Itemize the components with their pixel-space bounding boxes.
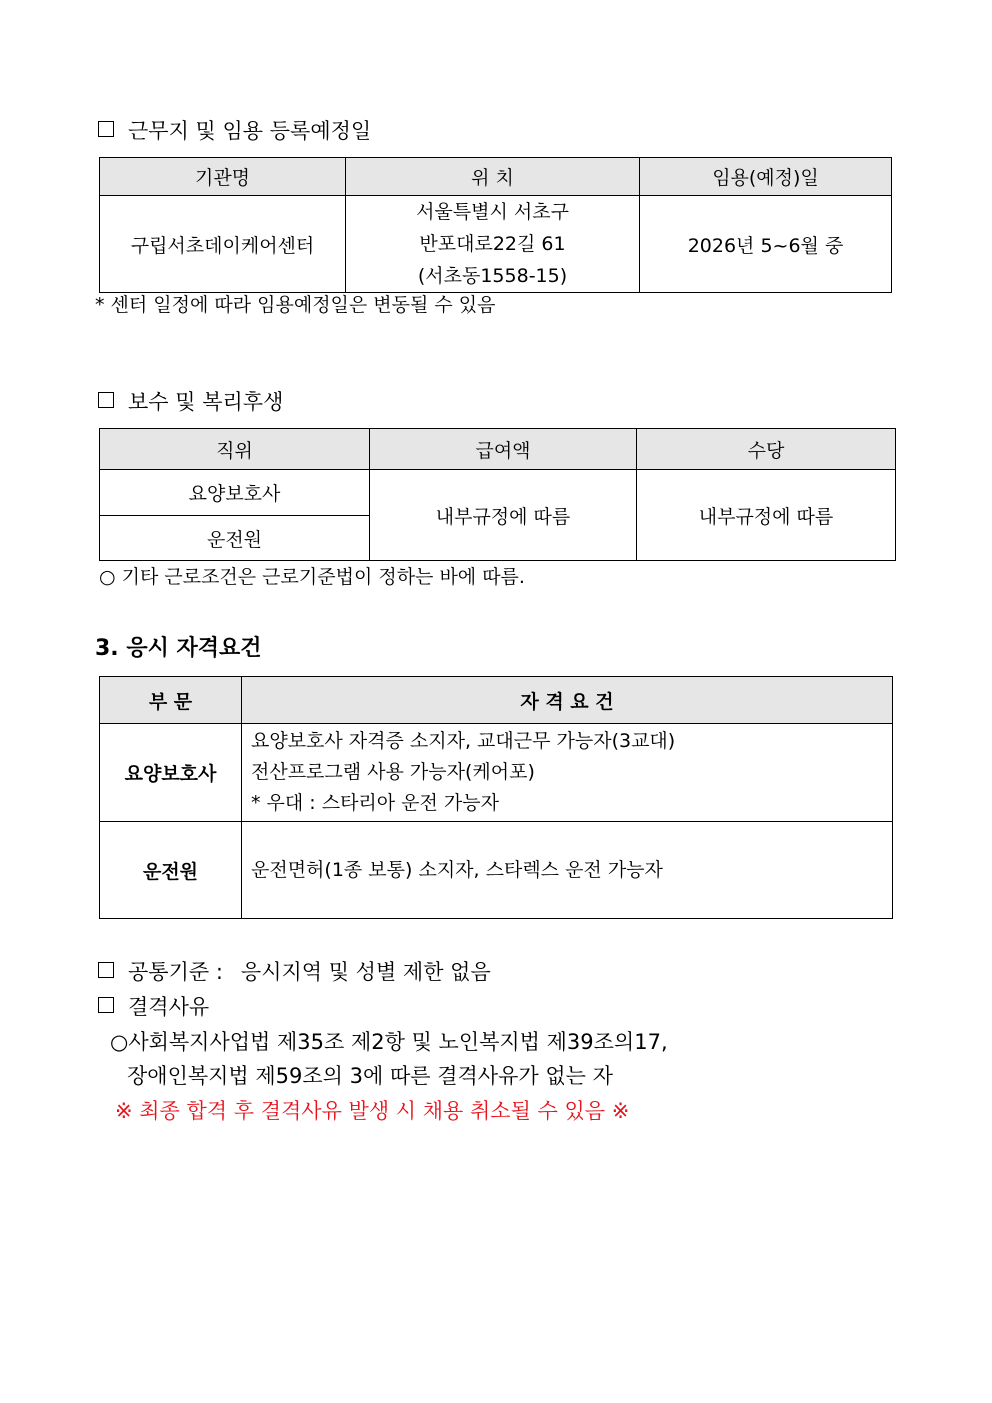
appointment-date: 2026년 5~6월 중 [640, 196, 892, 293]
address-line: (서초동1558-15) [417, 265, 568, 287]
disqualification-line2: 장애인복지법 제59조의 3에 따른 결격사유가 없는 자 [127, 1064, 613, 1088]
header-date: 임용(예정)일 [640, 158, 892, 196]
section2-heading [98, 386, 283, 416]
requirement-line: 요양보호사 자격증 소지자, 교대근무 가능자(3교대) [251, 730, 676, 752]
header-salary: 급여액 [370, 429, 637, 470]
requirement-line: 운전면허(1종 보통) 소지자, 스타렉스 운전 가능자 [251, 858, 663, 881]
requirements-caregiver [242, 724, 893, 822]
header-requirements: 자 격 요 건 [242, 677, 893, 724]
checkbox-square-icon [98, 962, 114, 978]
header-division: 부 문 [100, 677, 242, 724]
working-conditions-note: ○ 기타 근로조건은 근로기준법이 정하는 바에 따름. [99, 566, 525, 588]
common-label: 공통기준 : [128, 960, 223, 984]
division-driver: 운전원 [100, 822, 242, 919]
section2-title: 보수 및 복리후생 [128, 390, 284, 414]
checkbox-square-icon [98, 392, 114, 408]
header-location: 위 치 [346, 158, 640, 196]
agency-name: 구립서초데이케어센터 [100, 196, 346, 293]
checkbox-square-icon [98, 997, 114, 1013]
disqualification-heading [98, 991, 209, 1021]
disqualification-line1: ○사회복지사업법 제35조 제2항 및 노인복지법 제39조의17, [110, 1030, 668, 1054]
division-caregiver: 요양보호사 [100, 724, 242, 822]
checkbox-square-icon [98, 121, 114, 137]
header-agency: 기관명 [100, 158, 346, 196]
address-line: 서울특별시 서초구 [416, 201, 569, 223]
appointment-note: * 센터 일정에 따라 임용예정일은 변동될 수 있음 [95, 294, 496, 316]
header-position: 직위 [100, 429, 370, 470]
section3-title: 3. 응시 자격요건 [95, 636, 262, 661]
header-allowance: 수당 [637, 429, 896, 470]
appointment-table [99, 157, 892, 293]
allowance-value: 내부규정에 따름 [637, 470, 896, 561]
disqualification-title: 결격사유 [128, 995, 210, 1019]
disqualification-warning: ※ 최종 합격 후 결격사유 발생 시 채용 취소될 수 있음 ※ [115, 1099, 630, 1123]
requirements-driver [242, 822, 893, 919]
position-driver: 운전원 [100, 516, 370, 561]
common-criteria [98, 956, 491, 986]
section1-heading [98, 115, 371, 145]
common-text: 응시지역 및 성별 제한 없음 [240, 960, 491, 984]
section1-title: 근무지 및 임용 등록예정일 [128, 119, 372, 143]
salary-value: 내부규정에 따름 [370, 470, 637, 561]
qualification-table [99, 676, 893, 919]
salary-table [99, 428, 896, 561]
requirement-line: 전산프로그램 사용 가능자(케어포) [251, 761, 535, 783]
address-line: 반포대로22길 61 [419, 233, 566, 255]
location-address [346, 196, 640, 293]
requirement-line: * 우대 : 스타리아 운전 가능자 [251, 792, 499, 814]
position-caregiver: 요양보호사 [100, 470, 370, 516]
